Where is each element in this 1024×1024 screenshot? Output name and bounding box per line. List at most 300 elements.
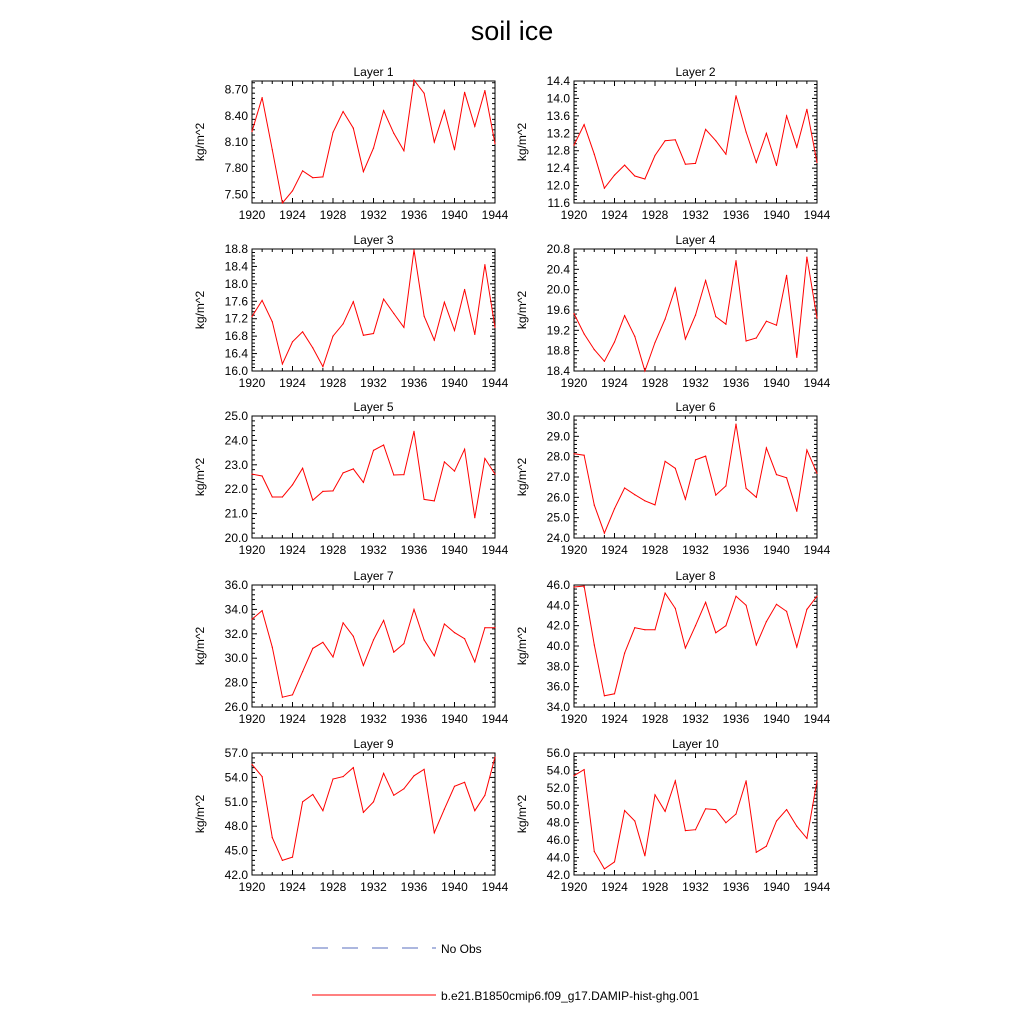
y-tick-label: 36.0 [546,679,570,694]
y-tick-label: 7.50 [224,187,248,202]
data-point [614,175,615,176]
data-point [695,829,696,830]
y-tick-label: 11.6 [547,196,570,210]
y-tick-label: 14.0 [546,91,570,106]
x-tick-label: 1924 [601,376,628,390]
y-tick-label: 20.8 [546,242,570,256]
data-point [786,477,787,478]
data-point [746,780,747,781]
y-tick-label: 12.4 [546,161,570,176]
data-point [373,639,374,640]
page-title: soil ice [470,16,554,46]
legend-label-no-obs: No Obs [441,942,482,956]
data-point [705,129,706,130]
x-tick-label: 1940 [441,376,468,390]
data-point [494,327,495,328]
data-point [786,115,787,116]
data-point [644,178,645,179]
data-point [695,459,696,460]
x-tick-label: 1944 [481,543,509,557]
data-point [403,327,404,328]
data-point [373,148,374,149]
x-tick-label: 1920 [560,712,588,726]
data-point [363,812,364,813]
x-tick-label: 1932 [682,880,709,894]
data-point [705,280,706,281]
y-tick-label: 54.0 [546,763,570,778]
data-point [705,456,706,457]
data-point [251,619,252,620]
data-point [715,495,716,496]
data-point [464,92,465,93]
data-point [413,249,414,250]
data-point [806,838,807,839]
legend-label-model: b.e21.B1850cmip6.f09_g17.DAMIP-hist-ghg.001 [441,989,700,1003]
x-tick-label: 1920 [238,208,266,222]
x-tick-label: 1928 [641,208,669,222]
y-axis-label: kg/m^2 [193,457,207,497]
data-point [654,155,655,156]
x-tick-label: 1936 [722,712,750,726]
panel-title: Layer 2 [675,65,716,79]
data-point [715,632,716,633]
data-point [654,629,655,630]
data-point [685,647,686,648]
data-point [665,461,666,462]
data-point [594,505,595,506]
data-point [393,652,394,653]
y-tick-label: 36.0 [224,578,248,592]
data-point [444,110,445,111]
y-tick-label: 18.0 [224,276,248,291]
y-tick-label: 50.0 [546,798,570,813]
data-point [474,661,475,662]
y-tick-label: 8.70 [224,82,248,97]
plot-frame [574,585,817,707]
data-point [403,474,404,475]
data-point [424,639,425,640]
data-point [665,811,666,812]
data-point [806,609,807,610]
data-point [292,694,293,695]
x-tick-label: 1936 [722,880,750,894]
y-tick-label: 42.0 [546,618,570,633]
data-point [705,808,706,809]
data-point [322,366,323,367]
y-tick-label: 12.8 [546,143,570,158]
x-tick-label: 1936 [722,208,750,222]
data-point [665,593,666,594]
y-tick-label: 40.0 [546,639,570,653]
data-point [444,623,445,624]
data-point [584,585,585,586]
y-tick-label: 12.0 [546,178,570,193]
data-point [796,147,797,148]
panel-layer-9 [193,737,509,894]
x-tick-label: 1940 [441,712,468,726]
data-point [474,517,475,518]
x-tick-label: 1936 [400,208,428,222]
data-point [735,813,736,814]
x-tick-label: 1920 [238,376,266,390]
y-tick-label: 42.0 [546,868,570,882]
data-point [604,361,605,362]
x-tick-label: 1928 [641,543,669,557]
data-point [464,449,465,450]
data-point [756,497,757,498]
x-tick-label: 1932 [360,543,387,557]
plot-frame [252,416,495,538]
data-point [735,260,736,261]
data-point [796,357,797,358]
data-point [816,318,817,319]
x-tick-label: 1924 [279,880,306,894]
x-tick-label: 1944 [803,208,831,222]
data-point [474,126,475,127]
data-point [573,453,574,454]
series-line [574,424,817,533]
x-tick-label: 1940 [763,543,790,557]
x-tick-label: 1936 [400,543,428,557]
data-point [262,776,263,777]
data-point [353,468,354,469]
x-tick-label: 1940 [763,880,790,894]
data-point [816,596,817,597]
data-point [594,154,595,155]
data-point [353,767,354,768]
panel-title: Layer 8 [675,569,716,583]
plot-frame [574,249,817,371]
y-tick-label: 56.0 [546,746,570,760]
data-point [363,665,364,666]
data-point [665,319,666,320]
data-point [373,801,374,802]
data-point [675,780,676,781]
x-tick-label: 1944 [481,376,509,390]
data-point [484,90,485,91]
data-point [695,163,696,164]
data-point [282,363,283,364]
data-point [343,111,344,112]
y-tick-label: 20.0 [224,531,248,545]
data-point [403,643,404,644]
data-point [292,484,293,485]
data-point [776,474,777,475]
x-tick-label: 1932 [360,880,387,894]
data-point [494,143,495,144]
y-tick-label: 13.2 [546,126,570,141]
x-tick-label: 1944 [481,712,509,726]
data-point [292,341,293,342]
x-tick-label: 1932 [360,712,387,726]
x-tick-label: 1932 [682,208,709,222]
data-point [312,177,313,178]
data-point [776,820,777,821]
data-point [624,653,625,654]
data-point [594,349,595,350]
x-tick-label: 1944 [803,543,831,557]
series-line [574,96,817,188]
y-tick-label: 44.0 [546,598,570,613]
x-tick-label: 1924 [279,712,306,726]
y-tick-label: 18.8 [224,242,248,256]
plot-frame [252,585,495,707]
data-point [715,809,716,810]
data-point [584,124,585,125]
data-point [373,333,374,334]
x-tick-label: 1944 [803,376,831,390]
x-tick-label: 1924 [279,208,306,222]
data-point [614,861,615,862]
x-tick-label: 1928 [319,543,347,557]
y-tick-label: 27.0 [546,470,570,484]
data-point [614,341,615,342]
data-point [573,145,574,146]
data-point [424,93,425,94]
data-point [685,164,686,165]
panel-title: Layer 6 [675,400,716,414]
data-point [393,474,394,475]
data-point [786,809,787,810]
y-tick-label: 20.4 [546,262,570,277]
data-point [251,474,252,475]
data-point [272,321,273,322]
data-point [434,141,435,142]
x-tick-label: 1932 [682,712,709,726]
y-tick-label: 18.4 [546,364,570,378]
data-point [725,485,726,486]
x-tick-label: 1920 [560,208,588,222]
data-point [705,602,706,603]
data-point [262,610,263,611]
data-point [634,175,635,176]
data-point [484,795,485,796]
series-line [574,586,817,696]
y-tick-label: 32.0 [224,626,248,641]
y-tick-label: 16.4 [224,346,248,361]
data-point [332,490,333,491]
x-tick-label: 1944 [481,208,509,222]
data-point [654,794,655,795]
data-point [715,140,716,141]
x-tick-label: 1924 [601,712,628,726]
data-point [393,133,394,134]
data-point [584,333,585,334]
x-tick-label: 1928 [641,880,669,894]
y-tick-label: 26.0 [546,490,570,505]
data-point [302,468,303,469]
y-tick-label: 44.0 [546,850,570,865]
data-point [403,788,404,789]
data-point [634,627,635,628]
data-point [251,764,252,765]
data-point [624,315,625,316]
y-tick-label: 30.0 [546,409,570,423]
y-tick-label: 21.0 [224,506,248,521]
panel-title: Layer 1 [353,65,394,79]
data-point [444,809,445,810]
data-point [604,695,605,696]
panel-layer-8 [515,569,831,726]
data-point [735,596,736,597]
plot-frame [252,81,495,203]
data-point [262,300,263,301]
data-point [393,795,394,796]
panel-layer-5 [193,400,509,557]
y-tick-label: 25.0 [546,510,570,525]
y-tick-label: 45.0 [224,843,248,858]
series-line [252,250,495,367]
x-tick-label: 1928 [319,712,347,726]
x-tick-label: 1928 [319,376,347,390]
data-point [725,625,726,626]
y-tick-label: 16.0 [224,364,248,378]
data-point [796,511,797,512]
data-point [444,461,445,462]
data-point [776,604,777,605]
data-point [816,473,817,474]
x-tick-label: 1928 [319,208,347,222]
series-line [252,757,495,860]
data-point [272,149,273,150]
x-tick-label: 1932 [682,376,709,390]
data-point [816,780,817,781]
y-tick-label: 28.0 [224,675,248,690]
panel-title: Layer 4 [675,233,716,247]
data-point [494,627,495,628]
panel-layer-4 [515,233,831,390]
y-tick-label: 54.0 [224,770,248,785]
y-tick-label: 17.6 [224,294,248,309]
data-point [302,170,303,171]
data-point [343,622,344,623]
data-point [594,851,595,852]
y-tick-label: 42.0 [224,868,248,882]
x-tick-label: 1936 [400,376,428,390]
x-tick-label: 1936 [400,880,428,894]
data-point [332,132,333,133]
data-point [634,820,635,821]
data-point [725,154,726,155]
data-point [251,131,252,132]
data-point [735,424,736,425]
data-point [474,334,475,335]
data-point [604,188,605,189]
data-point [624,165,625,166]
data-point [332,656,333,657]
data-point [272,496,273,497]
y-tick-label: 24.0 [224,433,248,448]
data-point [454,471,455,472]
data-point [272,647,273,648]
data-point [262,475,263,476]
data-point [302,801,303,802]
data-point [604,533,605,534]
data-point [454,149,455,150]
data-point [464,289,465,290]
data-point [644,629,645,630]
data-point [322,810,323,811]
data-point [806,449,807,450]
data-point [282,202,283,203]
data-point [573,313,574,314]
x-tick-label: 1928 [641,712,669,726]
y-tick-label: 22.0 [224,482,248,497]
y-axis-label: kg/m^2 [193,794,207,834]
y-tick-label: 7.80 [224,161,248,176]
data-point [292,857,293,858]
y-tick-label: 19.2 [546,323,570,338]
data-point [282,860,283,861]
x-tick-label: 1940 [763,376,790,390]
data-point [353,301,354,302]
x-tick-label: 1940 [441,880,468,894]
y-axis-label: kg/m^2 [515,122,529,162]
panel-layer-6 [515,400,831,557]
data-point [484,264,485,265]
data-point [725,324,726,325]
y-tick-label: 46.0 [546,833,570,848]
y-tick-label: 29.0 [546,429,570,444]
data-point [685,499,686,500]
data-point [282,697,283,698]
y-tick-label: 34.0 [224,602,248,617]
data-point [383,444,384,445]
series-line [252,609,495,697]
x-tick-label: 1928 [319,880,347,894]
y-tick-label: 57.0 [224,746,248,760]
data-point [322,642,323,643]
data-point [604,868,605,869]
x-tick-label: 1936 [400,712,428,726]
x-tick-label: 1924 [279,376,306,390]
data-point [715,316,716,317]
x-tick-label: 1924 [601,880,628,894]
data-point [766,447,767,448]
y-tick-label: 18.4 [224,259,248,274]
y-tick-label: 17.2 [224,311,248,326]
data-point [383,299,384,300]
data-point [786,611,787,612]
panel-layer-1 [193,65,509,222]
y-tick-label: 13.6 [546,108,570,123]
y-axis-label: kg/m^2 [193,626,207,666]
data-point [454,786,455,787]
x-tick-label: 1940 [441,543,468,557]
data-point [413,775,414,776]
x-tick-label: 1940 [763,208,790,222]
x-tick-label: 1944 [481,880,509,894]
y-tick-label: 19.6 [546,303,570,317]
data-point [434,500,435,501]
data-point [675,139,676,140]
series-line [574,770,817,869]
data-point [756,337,757,338]
x-tick-label: 1920 [560,880,588,894]
y-axis-label: kg/m^2 [515,626,529,666]
data-point [302,331,303,332]
data-point [424,316,425,317]
data-point [484,627,485,628]
x-tick-label: 1924 [279,543,306,557]
y-tick-label: 52.0 [546,780,570,795]
data-point [464,782,465,783]
data-point [434,655,435,656]
x-tick-label: 1920 [238,543,266,557]
data-point [343,472,344,473]
y-axis-label: kg/m^2 [515,290,529,330]
data-point [312,347,313,348]
